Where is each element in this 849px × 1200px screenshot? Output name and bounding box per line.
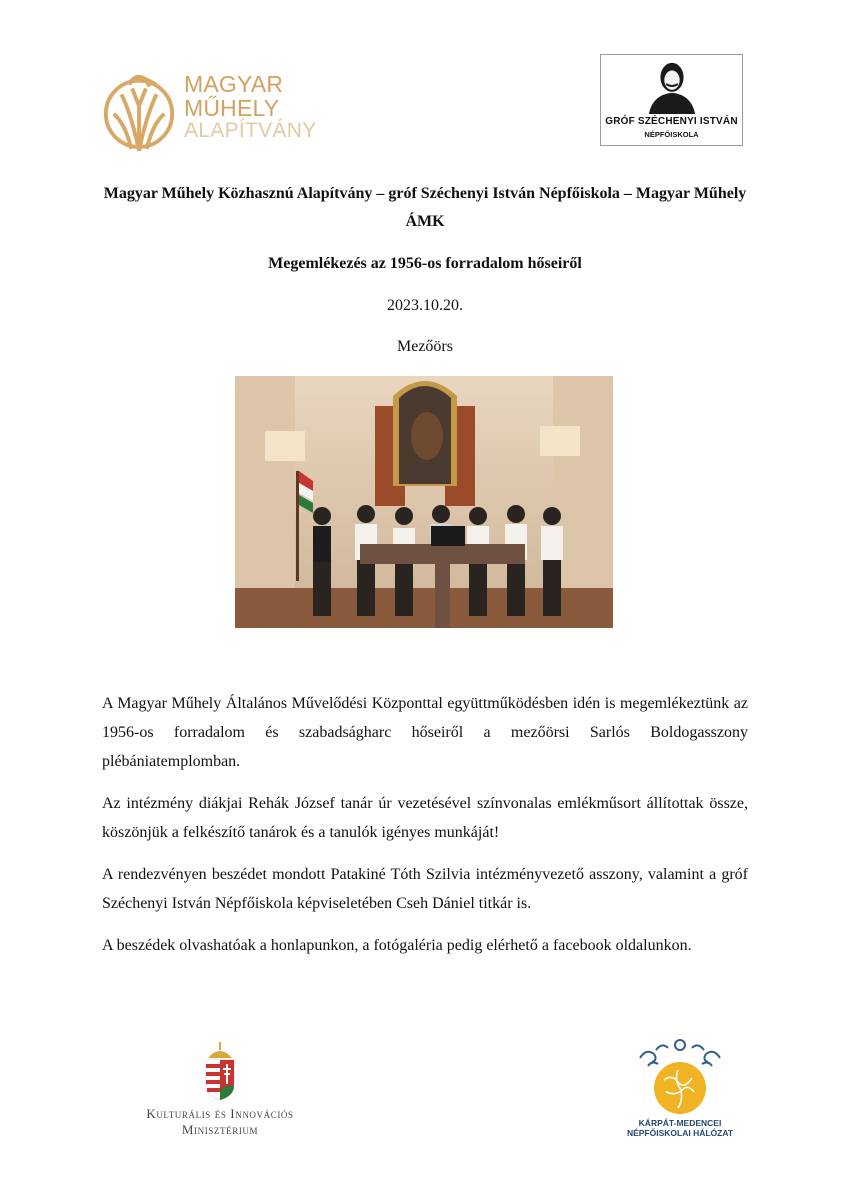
- hungarian-coat-of-arms-icon: [200, 1040, 240, 1104]
- event-title: Megemlékezés az 1956-os forradalom hőseiről: [268, 255, 582, 272]
- logo-line-2: ALAPÍTVÁNY: [184, 119, 317, 143]
- article-body: [102, 689, 748, 973]
- logo-line-1: GRÓF SZÉCHENYI ISTVÁN: [605, 116, 738, 127]
- network-name-line-2: NÉPFŐISKOLAI HÁLÓZAT: [626, 1128, 734, 1138]
- paragraph: A rendezvényen beszédet mondott Patakiné Tóth Szilvia intézményvezető asszony, valamint a gróf Széchenyi István Népfőiskola képviseletében Cseh Dániel titkár is.: [102, 866, 748, 912]
- ministry-logo: [125, 1040, 315, 1138]
- ministry-name-line-1: Kulturális és Innovációs: [146, 1106, 294, 1121]
- szechenyi-nepfoiskola-logo: [600, 54, 743, 146]
- paragraph: Az intézmény diákjai Rehák József tanár úr vezetésével színvonalas emlékműsort állítottak össze, köszönjük a felkészítő tanárok és a tanulók igényes munkáját!: [102, 795, 748, 841]
- event-photo: [235, 376, 613, 628]
- organization-title: Magyar Műhely Közhasznú Alapítvány – gróf Széchenyi István Népfőiskola – Magyar Műhely ÁMK: [103, 185, 747, 230]
- karpat-medencei-network-logo: [612, 1036, 748, 1138]
- event-place: Mezőörs: [397, 338, 453, 355]
- eagle-emblem-icon: [100, 63, 178, 151]
- szechenyi-portrait-icon: [643, 58, 701, 114]
- network-emblem-icon: [630, 1036, 730, 1116]
- paragraph: A Magyar Műhely Általános Művelődési Központtal együttműködésben idén is megemlékeztünk az 1956-os forradalom és szabadságharc hőseiről a mezőörsi Sarlós Boldogasszony plébániatemplomban.: [102, 695, 748, 770]
- network-name-line-1: KÁRPÁT-MEDENCEI: [638, 1118, 722, 1128]
- event-date: 2023.10.20.: [387, 297, 463, 314]
- magyar-muhely-logo: [100, 62, 380, 152]
- paragraph: A beszédek olvashatóak a honlapunkon, a fotógaléria pedig elérhető a facebook oldalunkon.: [102, 937, 692, 954]
- logo-line-1: MAGYAR MŰHELY: [184, 70, 284, 121]
- logo-line-2: NÉPFŐISKOLA: [644, 130, 699, 139]
- ministry-name-line-2: Minisztérium: [181, 1122, 259, 1137]
